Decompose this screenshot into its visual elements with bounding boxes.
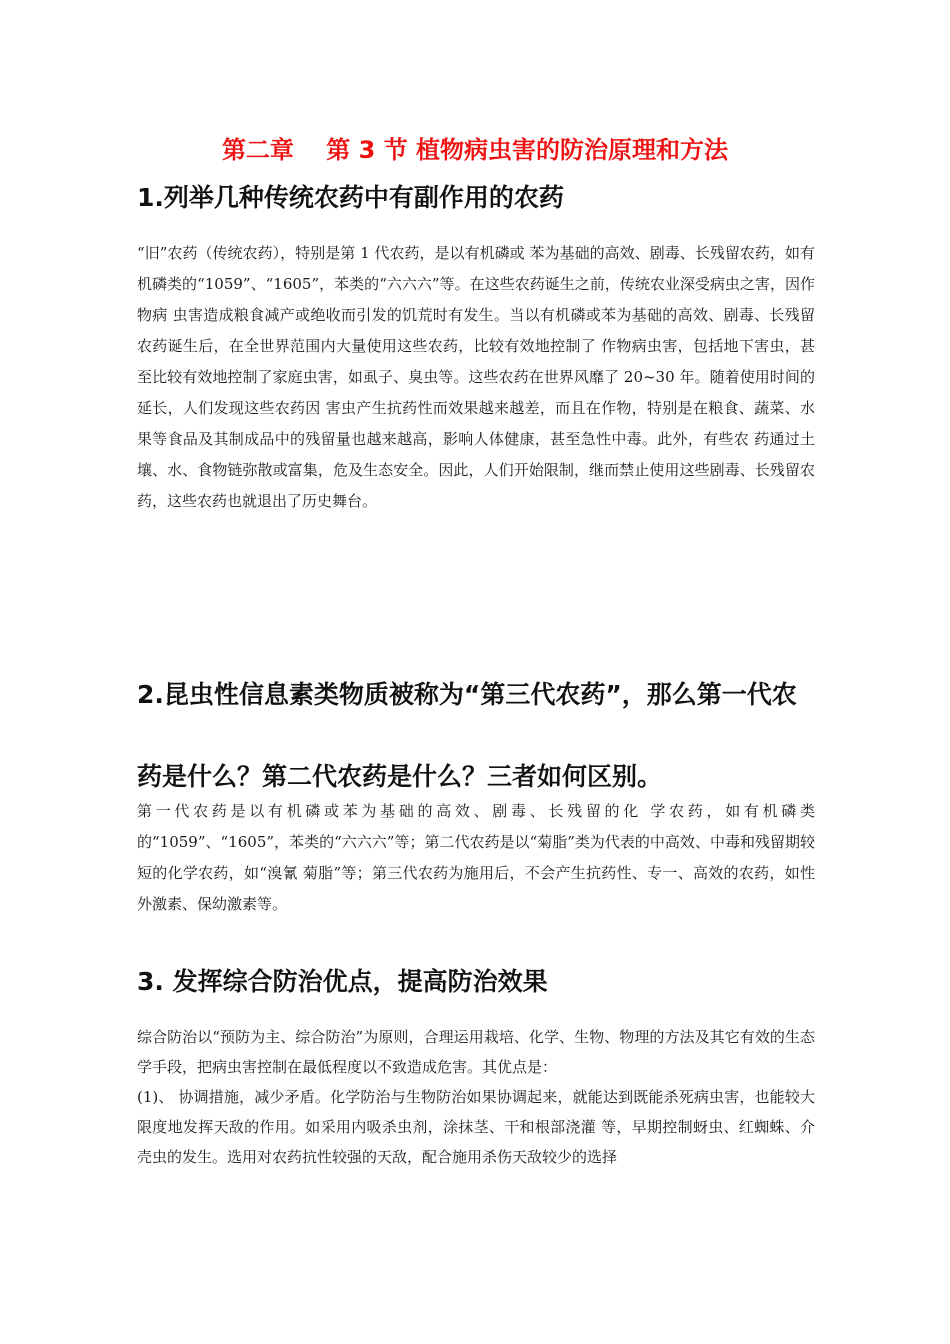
section-heading-1: 1.列举几种传统农药中有副作用的农药	[137, 183, 564, 212]
section-3-paragraph-point-1: (1)、 协调措施，减少矛盾。化学防治与生物防治如果协调起来，就能达到既能杀死病虫害，也能较大限度地发挥天敌的作用。如采用内吸杀虫剂，涂抹茎、干和根部浇灌 等，早期控制蚜虫、红蜘蛛、介壳虫的发生。选用对农药抗性较强的天敌，配合施用杀伤天敌较少的选择	[137, 1088, 815, 1166]
page-title: 第二章 第 3 节 植物病虫害的防治原理和方法	[221, 136, 729, 164]
section-heading-2: 2.昆虫性信息素类物质被称为“第三代农药”，那么第一代农药是什么？第二代农药是什么？三者如何区别。	[137, 680, 797, 791]
section-2-paragraph: 第一代农药是以有机磷或苯为基础的高效、剧毒、长残留的化 学农药，如有机磷类的“1059”、“1605”，苯类的“六六六”等；第二代农药是以“菊脂”类为代表的中高效、中毒和残留期较短的化学农药，如“溴氰 菊脂”等；第三代农药为施用后，不会产生抗药性、专一、高效的农药，如性外激素、保幼激素等。	[137, 802, 815, 913]
section-3-paragraph-intro: 综合防治以“预防为主、综合防治”为原则，合理运用栽培、化学、生物、物理的方法及其它有效的生态学手段，把病虫害控制在最低程度以不致造成危害。其优点是：	[137, 1028, 815, 1076]
section-1-paragraph: “旧”农药（传统农药），特别是第 1 代农药，是以有机磷或 苯为基础的高效、剧毒、长残留农药，如有机磷类的“1059”、“1605”，苯类的“六六六”等。在这些农药诞生之前，传统农业深受病虫之害，因作物病 虫害造成粮食减产或绝收而引发的饥荒时有发生。当以有机磷或苯为基础的高效、剧毒、长残留农药诞生后，在全世界范围内大量使用这些农药，比较有效地控制了 作物病虫害，包括地下害虫，甚至比较有效地控制了家庭虫害，如虱子、臭虫等。这些农药在世界风靡了 20~30 年。随着使用时间的延长，人们发现这些农药因 害虫产生抗药性而效果越来越差，而且在作物，特别是在粮食、蔬菜、水果等食品及其制成品中的残留量也越来越高，影响人体健康，甚至急性中毒。此外，有些农 药通过土壤、水、食物链弥散或富集，危及生态安全。因此，人们开始限制，继而禁止使用这些剧毒、长残留农药，这些农药也就退出了历史舞台。	[137, 244, 815, 510]
section-3-body	[137, 1022, 815, 1172]
section-heading-3: 3. 发挥综合防治优点，提高防治效果	[137, 967, 548, 996]
